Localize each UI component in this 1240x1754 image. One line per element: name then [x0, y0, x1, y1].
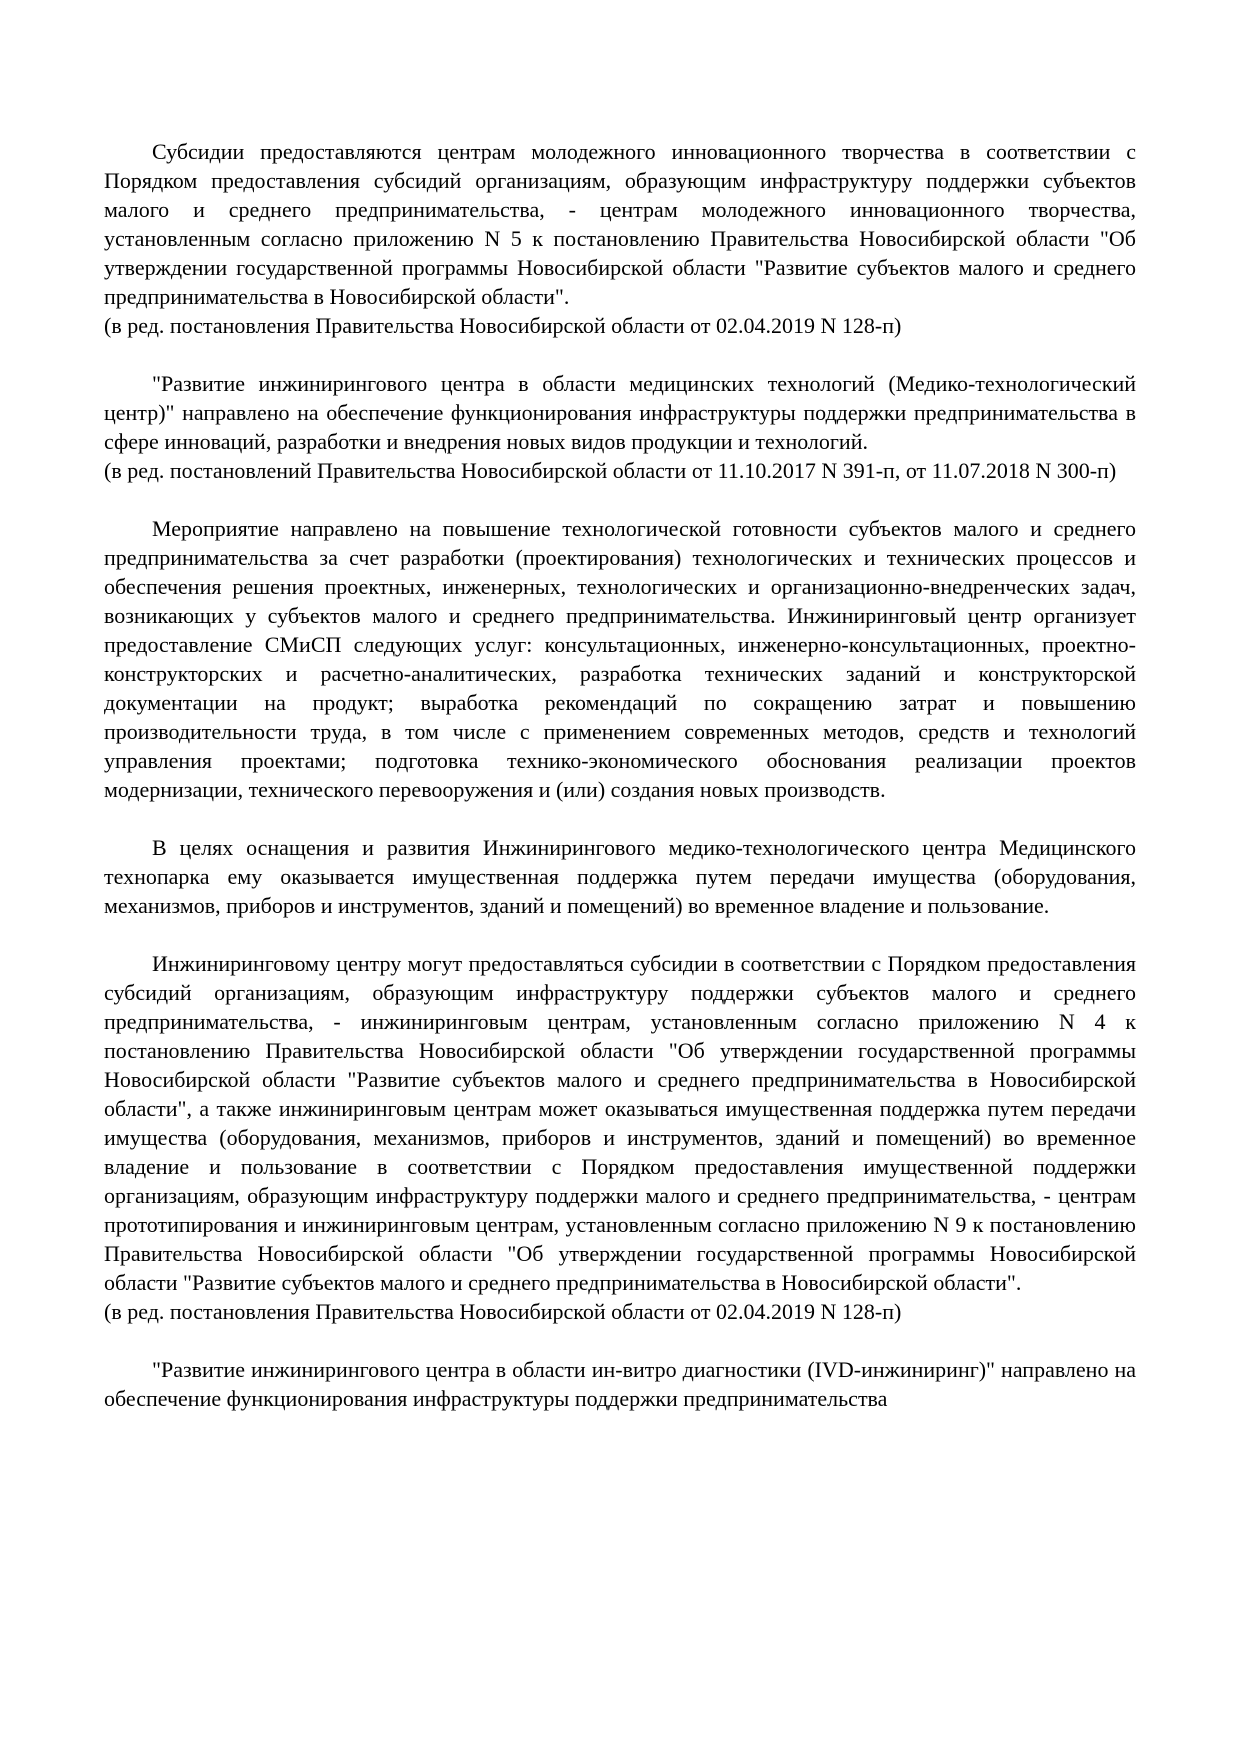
paragraph: В целях оснащения и развития Инжинирингового медико-технологического центра Медицинского технопарка ему оказывается имущественная поддержка путем передачи имущества (оборудования, механизмов, приборов и инструментов, зданий и помещений) во временное владение и пользование. — [104, 835, 1136, 918]
document-content — [104, 137, 1136, 1413]
paragraph: "Развитие инжинирингового центра в области медицинских технологий (Медико-технологический центр)" направлено на обеспечение функционирования инфраструктуры поддержки предпринимательства в сфере инноваций, разработки и внедрения новых видов продукции и технологий. — [104, 371, 1136, 454]
amendment-note: (в ред. постановления Правительства Новосибирской области от 02.04.2019 N 128-п) — [104, 313, 902, 338]
amendment-note: (в ред. постановлений Правительства Новосибирской области от 11.10.2017 N 391-п, от 11.07.2018 N 300-п) — [104, 458, 1117, 483]
paragraph: Субсидии предоставляются центрам молодежного инновационного творчества в соответствии с Порядком предоставления субсидий организациям, образующим инфраструктуру поддержки субъектов малого и среднего предпринимательства, - центрам молодежного инновационного творчества, установленным согласно приложению N 5 к постановлению Правительства Новосибирской области "Об утверждении государственной программы Новосибирской области "Развитие субъектов малого и среднего предпринимательства в Новосибирской области". — [104, 139, 1136, 309]
paragraph: "Развитие инжинирингового центра в области ин-витро диагностики (IVD-инжиниринг)" направлено на обеспечение функционирования инфраструктуры поддержки предпринимательства — [104, 1357, 1136, 1411]
amendment-note: (в ред. постановления Правительства Новосибирской области от 02.04.2019 N 128-п) — [104, 1299, 902, 1324]
paragraph: Инжиниринговому центру могут предоставляться субсидии в соответствии с Порядком предоставления субсидий организациям, образующим инфраструктуру поддержки субъектов малого и среднего предпринимательства, - инжиниринговым центрам, установленным согласно приложению N 4 к постановлению Правительства Новосибирской области "Об утверждении государственной программы Новосибирской области "Развитие субъектов малого и среднего предпринимательства в Новосибирской области", а также инжиниринговым центрам может оказываться имущественная поддержка путем передачи имущества (оборудования, механизмов, приборов и инструментов, зданий и помещений) во временное владение и пользование в соответствии с Порядком предоставления имущественной поддержки организациям, образующим инфраструктуру поддержки малого и среднего предпринимательства, - центрам прототипирования и инжиниринговым центрам, установленным согласно приложению N 9 к постановлению Правительства Новосибирской области "Об утверждении государственной программы Новосибирской области "Развитие субъектов малого и среднего предпринимательства в Новосибирской области". — [104, 951, 1136, 1295]
paragraph: Мероприятие направлено на повышение технологической готовности субъектов малого и среднего предпринимательства за счет разработки (проектирования) технологических и технических процессов и обеспечения решения проектных, инженерных, технологических и организационно-внедренческих задач, возникающих у субъектов малого и среднего предпринимательства. Инжиниринговый центр организует предоставление СМиСП следующих услуг: консультационных, инженерно-консультационных, проектно-конструкторских и расчетно-аналитических, разработка технических заданий и конструкторской документации на продукт; выработка рекомендаций по сокращению затрат и повышению производительности труда, в том числе с применением современных методов, средств и технологий управления проектами; подготовка технико-экономического обоснования реализации проектов модернизации, технического перевооружения и (или) создания новых производств. — [104, 516, 1136, 802]
